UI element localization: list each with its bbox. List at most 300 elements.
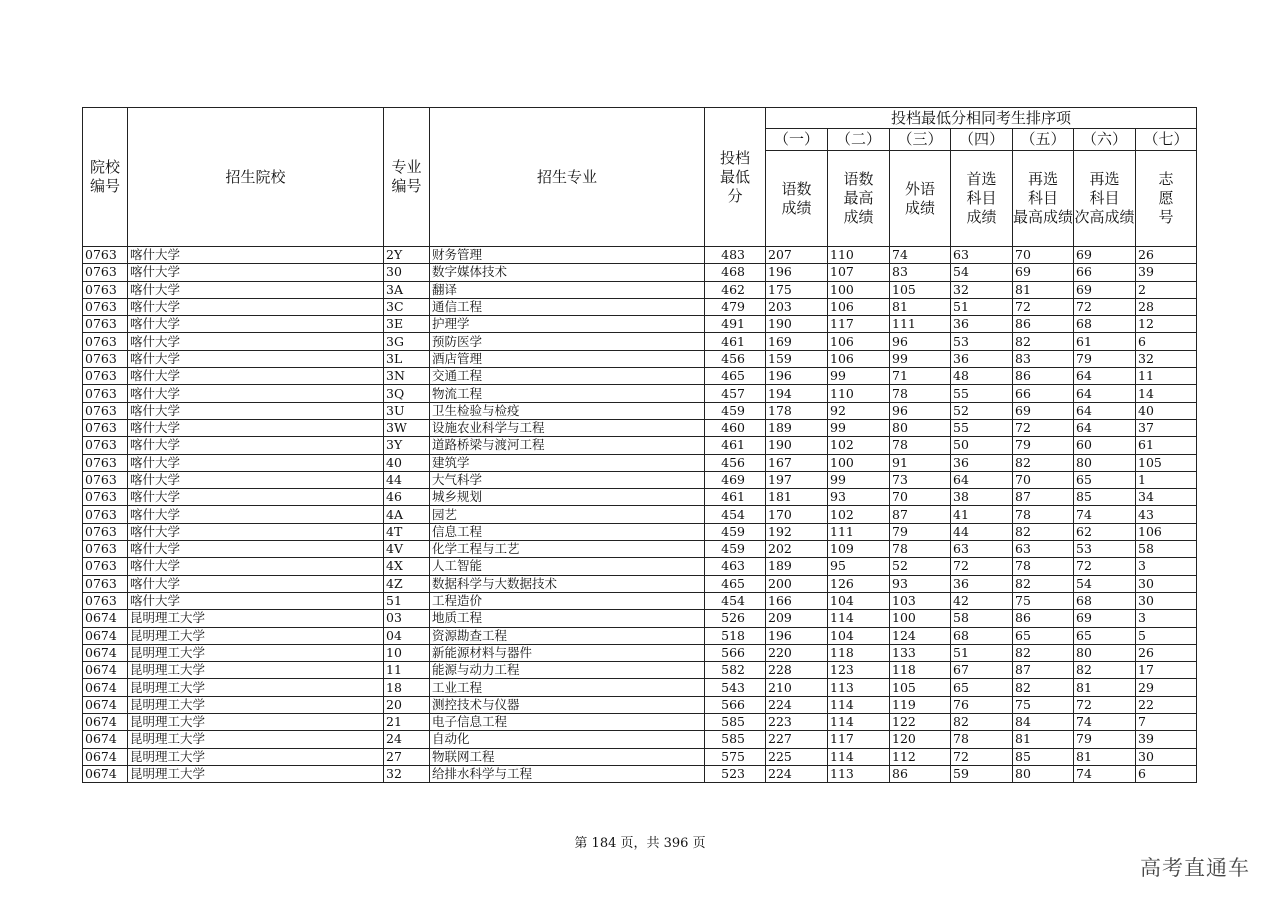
cell-major-name: 建筑学 [430, 454, 705, 471]
cell-school-name: 喀什大学 [128, 298, 384, 315]
cell-major-code: 3N [384, 368, 430, 385]
cell-major-name: 人工智能 [430, 558, 705, 575]
cell-preference-no: 26 [1136, 644, 1197, 661]
cell-min-score: 461 [705, 333, 766, 350]
cell-major-name: 资源勘查工程 [430, 627, 705, 644]
cell-elective-max: 69 [1013, 264, 1074, 281]
cell-chinese-math-max: 109 [828, 541, 890, 558]
cell-foreign-lang: 124 [890, 627, 951, 644]
table-row [83, 731, 1197, 748]
cell-major-name: 电子信息工程 [430, 714, 705, 731]
cell-min-score: 566 [705, 644, 766, 661]
header-order-number: （七） [1136, 129, 1197, 151]
cell-preference-no: 105 [1136, 454, 1197, 471]
cell-preference-no: 12 [1136, 316, 1197, 333]
cell-major-name: 酒店管理 [430, 350, 705, 367]
cell-major-code: 44 [384, 471, 430, 488]
cell-elective-max: 69 [1013, 402, 1074, 419]
cell-chinese-math: 169 [766, 333, 828, 350]
cell-preference-no: 32 [1136, 350, 1197, 367]
cell-chinese-math-max: 117 [828, 316, 890, 333]
cell-school-name: 昆明理工大学 [128, 679, 384, 696]
header-tiebreak-group: 投档最低分相同考生排序项 [766, 108, 1197, 129]
cell-first-subject: 50 [951, 437, 1013, 454]
cell-first-subject: 58 [951, 610, 1013, 627]
cell-preference-no: 106 [1136, 523, 1197, 540]
table-row [83, 765, 1197, 782]
cell-foreign-lang: 79 [890, 523, 951, 540]
cell-major-code: 03 [384, 610, 430, 627]
cell-chinese-math-max: 106 [828, 298, 890, 315]
cell-major-name: 自动化 [430, 731, 705, 748]
table-row [83, 541, 1197, 558]
cell-chinese-math: 220 [766, 644, 828, 661]
cell-elective-max: 82 [1013, 575, 1074, 592]
cell-min-score: 518 [705, 627, 766, 644]
cell-foreign-lang: 96 [890, 402, 951, 419]
cell-elective-second: 72 [1074, 298, 1136, 315]
cell-school-name: 喀什大学 [128, 506, 384, 523]
cell-chinese-math-max: 106 [828, 333, 890, 350]
cell-major-name: 城乡规划 [430, 489, 705, 506]
cell-chinese-math-max: 93 [828, 489, 890, 506]
header-order-item: 再选 科目 次高成绩 [1074, 151, 1136, 247]
cell-major-name: 通信工程 [430, 298, 705, 315]
cell-chinese-math-max: 113 [828, 765, 890, 782]
cell-elective-max: 82 [1013, 679, 1074, 696]
header-order-item: 首选 科目 成绩 [951, 151, 1013, 247]
cell-school-name: 喀什大学 [128, 454, 384, 471]
header-order-number: （六） [1074, 129, 1136, 151]
cell-chinese-math-max: 106 [828, 350, 890, 367]
cell-school-code: 0763 [83, 489, 128, 506]
cell-min-score: 582 [705, 662, 766, 679]
cell-chinese-math-max: 107 [828, 264, 890, 281]
cell-first-subject: 51 [951, 298, 1013, 315]
cell-chinese-math-max: 118 [828, 644, 890, 661]
cell-school-name: 喀什大学 [128, 264, 384, 281]
table-row [83, 368, 1197, 385]
cell-major-name: 测控技术与仪器 [430, 696, 705, 713]
cell-chinese-math: 190 [766, 437, 828, 454]
cell-school-code: 0674 [83, 644, 128, 661]
table-row [83, 523, 1197, 540]
cell-school-name: 昆明理工大学 [128, 696, 384, 713]
cell-chinese-math: 228 [766, 662, 828, 679]
cell-major-name: 数字媒体技术 [430, 264, 705, 281]
cell-elective-max: 65 [1013, 627, 1074, 644]
cell-school-name: 喀什大学 [128, 523, 384, 540]
cell-school-name: 昆明理工大学 [128, 765, 384, 782]
cell-major-name: 道路桥梁与渡河工程 [430, 437, 705, 454]
cell-min-score: 479 [705, 298, 766, 315]
cell-first-subject: 38 [951, 489, 1013, 506]
cell-first-subject: 36 [951, 454, 1013, 471]
cell-preference-no: 30 [1136, 592, 1197, 609]
cell-school-code: 0763 [83, 558, 128, 575]
cell-chinese-math: 196 [766, 264, 828, 281]
table-row [83, 627, 1197, 644]
cell-school-name: 喀什大学 [128, 316, 384, 333]
cell-foreign-lang: 105 [890, 679, 951, 696]
cell-preference-no: 1 [1136, 471, 1197, 488]
cell-first-subject: 63 [951, 247, 1013, 264]
cell-school-code: 0763 [83, 298, 128, 315]
cell-min-score: 454 [705, 592, 766, 609]
cell-school-code: 0674 [83, 748, 128, 765]
cell-preference-no: 7 [1136, 714, 1197, 731]
cell-preference-no: 39 [1136, 264, 1197, 281]
cell-first-subject: 64 [951, 471, 1013, 488]
header-order-number: （一） [766, 129, 828, 151]
cell-chinese-math-max: 99 [828, 368, 890, 385]
cell-elective-second: 81 [1074, 679, 1136, 696]
cell-major-code: 27 [384, 748, 430, 765]
cell-elective-second: 54 [1074, 575, 1136, 592]
cell-chinese-math-max: 117 [828, 731, 890, 748]
cell-min-score: 454 [705, 506, 766, 523]
cell-major-name: 地质工程 [430, 610, 705, 627]
cell-preference-no: 58 [1136, 541, 1197, 558]
cell-major-name: 化学工程与工艺 [430, 541, 705, 558]
table-row [83, 454, 1197, 471]
cell-min-score: 462 [705, 281, 766, 298]
cell-elective-second: 69 [1074, 281, 1136, 298]
header-school-name: 招生院校 [128, 108, 384, 247]
cell-major-code: 32 [384, 765, 430, 782]
cell-major-code: 40 [384, 454, 430, 471]
table-row [83, 402, 1197, 419]
cell-major-code: 20 [384, 696, 430, 713]
cell-min-score: 465 [705, 575, 766, 592]
cell-elective-max: 75 [1013, 592, 1074, 609]
cell-min-score: 585 [705, 731, 766, 748]
cell-first-subject: 68 [951, 627, 1013, 644]
cell-chinese-math: 196 [766, 627, 828, 644]
cell-foreign-lang: 91 [890, 454, 951, 471]
cell-foreign-lang: 96 [890, 333, 951, 350]
cell-first-subject: 41 [951, 506, 1013, 523]
table-header [83, 108, 1197, 247]
cell-school-code: 0763 [83, 350, 128, 367]
cell-first-subject: 44 [951, 523, 1013, 540]
table-row [83, 333, 1197, 350]
cell-preference-no: 6 [1136, 765, 1197, 782]
cell-elective-second: 62 [1074, 523, 1136, 540]
cell-chinese-math-max: 113 [828, 679, 890, 696]
cell-chinese-math: 209 [766, 610, 828, 627]
cell-school-code: 0674 [83, 662, 128, 679]
cell-major-name: 工业工程 [430, 679, 705, 696]
cell-school-name: 喀什大学 [128, 402, 384, 419]
cell-elective-second: 74 [1074, 714, 1136, 731]
cell-chinese-math-max: 114 [828, 748, 890, 765]
cell-school-name: 喀什大学 [128, 541, 384, 558]
cell-major-code: 3C [384, 298, 430, 315]
cell-elective-max: 78 [1013, 558, 1074, 575]
table-row [83, 298, 1197, 315]
cell-major-name: 设施农业科学与工程 [430, 419, 705, 436]
cell-major-name: 大气科学 [430, 471, 705, 488]
cell-elective-max: 82 [1013, 454, 1074, 471]
cell-elective-second: 82 [1074, 662, 1136, 679]
cell-preference-no: 5 [1136, 627, 1197, 644]
cell-school-name: 昆明理工大学 [128, 748, 384, 765]
cell-min-score: 468 [705, 264, 766, 281]
cell-major-name: 物流工程 [430, 385, 705, 402]
cell-preference-no: 22 [1136, 696, 1197, 713]
header-order-number: （二） [828, 129, 890, 151]
header-major-name: 招生专业 [430, 108, 705, 247]
cell-chinese-math-max: 110 [828, 385, 890, 402]
cell-elective-second: 81 [1074, 748, 1136, 765]
cell-major-code: 4V [384, 541, 430, 558]
cell-chinese-math: 227 [766, 731, 828, 748]
cell-foreign-lang: 80 [890, 419, 951, 436]
cell-foreign-lang: 93 [890, 575, 951, 592]
cell-school-code: 0763 [83, 454, 128, 471]
cell-foreign-lang: 99 [890, 350, 951, 367]
cell-elective-second: 61 [1074, 333, 1136, 350]
table-row [83, 350, 1197, 367]
cell-chinese-math: 178 [766, 402, 828, 419]
table-row [83, 316, 1197, 333]
cell-elective-max: 70 [1013, 247, 1074, 264]
cell-first-subject: 65 [951, 679, 1013, 696]
cell-school-name: 喀什大学 [128, 489, 384, 506]
cell-chinese-math: 175 [766, 281, 828, 298]
cell-first-subject: 72 [951, 558, 1013, 575]
cell-school-name: 昆明理工大学 [128, 644, 384, 661]
cell-first-subject: 78 [951, 731, 1013, 748]
cell-school-code: 0674 [83, 731, 128, 748]
cell-elective-second: 68 [1074, 592, 1136, 609]
cell-min-score: 461 [705, 437, 766, 454]
cell-preference-no: 43 [1136, 506, 1197, 523]
cell-school-code: 0674 [83, 679, 128, 696]
table-row [83, 610, 1197, 627]
cell-elective-max: 70 [1013, 471, 1074, 488]
cell-chinese-math: 170 [766, 506, 828, 523]
cell-min-score: 585 [705, 714, 766, 731]
cell-min-score: 461 [705, 489, 766, 506]
cell-preference-no: 40 [1136, 402, 1197, 419]
cell-elective-second: 65 [1074, 471, 1136, 488]
cell-major-code: 3Y [384, 437, 430, 454]
cell-preference-no: 6 [1136, 333, 1197, 350]
cell-foreign-lang: 78 [890, 437, 951, 454]
cell-chinese-math: 189 [766, 558, 828, 575]
cell-school-name: 喀什大学 [128, 471, 384, 488]
cell-elective-second: 79 [1074, 731, 1136, 748]
cell-elective-max: 72 [1013, 298, 1074, 315]
cell-school-code: 0763 [83, 402, 128, 419]
cell-school-code: 0763 [83, 247, 128, 264]
cell-first-subject: 55 [951, 419, 1013, 436]
cell-min-score: 491 [705, 316, 766, 333]
cell-elective-max: 86 [1013, 368, 1074, 385]
cell-school-code: 0763 [83, 437, 128, 454]
cell-elective-max: 75 [1013, 696, 1074, 713]
cell-preference-no: 11 [1136, 368, 1197, 385]
cell-min-score: 463 [705, 558, 766, 575]
cell-chinese-math-max: 111 [828, 523, 890, 540]
cell-elective-max: 63 [1013, 541, 1074, 558]
cell-major-code: 30 [384, 264, 430, 281]
header-order-item: 再选 科目 最高成绩 [1013, 151, 1074, 247]
cell-elective-second: 65 [1074, 627, 1136, 644]
cell-chinese-math: 202 [766, 541, 828, 558]
cell-major-name: 新能源材料与器件 [430, 644, 705, 661]
cell-elective-max: 81 [1013, 731, 1074, 748]
cell-major-name: 预防医学 [430, 333, 705, 350]
cell-chinese-math-max: 114 [828, 610, 890, 627]
cell-elective-second: 74 [1074, 765, 1136, 782]
cell-elective-second: 69 [1074, 610, 1136, 627]
cell-preference-no: 37 [1136, 419, 1197, 436]
table-row [83, 696, 1197, 713]
cell-school-code: 0763 [83, 333, 128, 350]
cell-major-code: 3W [384, 419, 430, 436]
header-order-number: （三） [890, 129, 951, 151]
cell-foreign-lang: 71 [890, 368, 951, 385]
cell-major-code: 3Q [384, 385, 430, 402]
cell-elective-max: 79 [1013, 437, 1074, 454]
cell-major-code: 4T [384, 523, 430, 540]
cell-first-subject: 55 [951, 385, 1013, 402]
cell-chinese-math: 194 [766, 385, 828, 402]
cell-foreign-lang: 70 [890, 489, 951, 506]
cell-major-code: 51 [384, 592, 430, 609]
cell-elective-max: 87 [1013, 662, 1074, 679]
cell-preference-no: 17 [1136, 662, 1197, 679]
cell-chinese-math: 159 [766, 350, 828, 367]
cell-major-code: 4X [384, 558, 430, 575]
cell-chinese-math: 181 [766, 489, 828, 506]
cell-chinese-math-max: 99 [828, 419, 890, 436]
cell-min-score: 566 [705, 696, 766, 713]
cell-preference-no: 30 [1136, 748, 1197, 765]
cell-major-name: 交通工程 [430, 368, 705, 385]
table-row [83, 506, 1197, 523]
cell-elective-second: 68 [1074, 316, 1136, 333]
cell-elective-second: 53 [1074, 541, 1136, 558]
cell-major-name: 护理学 [430, 316, 705, 333]
cell-school-code: 0763 [83, 316, 128, 333]
cell-min-score: 483 [705, 247, 766, 264]
cell-major-code: 3G [384, 333, 430, 350]
header-order-item: 语数 成绩 [766, 151, 828, 247]
cell-first-subject: 51 [951, 644, 1013, 661]
cell-elective-second: 74 [1074, 506, 1136, 523]
cell-chinese-math: 203 [766, 298, 828, 315]
cell-chinese-math: 166 [766, 592, 828, 609]
cell-elective-second: 79 [1074, 350, 1136, 367]
cell-school-code: 0763 [83, 471, 128, 488]
cell-chinese-math: 192 [766, 523, 828, 540]
cell-school-code: 0763 [83, 575, 128, 592]
cell-chinese-math: 207 [766, 247, 828, 264]
cell-school-name: 昆明理工大学 [128, 714, 384, 731]
cell-chinese-math-max: 104 [828, 627, 890, 644]
cell-school-code: 0763 [83, 541, 128, 558]
cell-major-name: 物联网工程 [430, 748, 705, 765]
table-row [83, 679, 1197, 696]
cell-school-name: 喀什大学 [128, 592, 384, 609]
cell-foreign-lang: 74 [890, 247, 951, 264]
cell-major-name: 财务管理 [430, 247, 705, 264]
table-body [83, 247, 1197, 783]
cell-chinese-math-max: 114 [828, 714, 890, 731]
cell-elective-second: 80 [1074, 454, 1136, 471]
cell-first-subject: 36 [951, 575, 1013, 592]
cell-min-score: 459 [705, 523, 766, 540]
cell-chinese-math-max: 102 [828, 437, 890, 454]
cell-chinese-math: 197 [766, 471, 828, 488]
cell-elective-second: 72 [1074, 696, 1136, 713]
cell-school-name: 喀什大学 [128, 281, 384, 298]
cell-major-code: 4Z [384, 575, 430, 592]
cell-elective-max: 78 [1013, 506, 1074, 523]
cell-major-name: 能源与动力工程 [430, 662, 705, 679]
cell-preference-no: 39 [1136, 731, 1197, 748]
cell-chinese-math-max: 102 [828, 506, 890, 523]
cell-preference-no: 34 [1136, 489, 1197, 506]
table-row [83, 437, 1197, 454]
cell-elective-second: 80 [1074, 644, 1136, 661]
cell-major-name: 卫生检验与检疫 [430, 402, 705, 419]
table-row [83, 662, 1197, 679]
cell-chinese-math-max: 100 [828, 281, 890, 298]
header-order-number: （四） [951, 129, 1013, 151]
cell-chinese-math-max: 126 [828, 575, 890, 592]
cell-first-subject: 72 [951, 748, 1013, 765]
cell-elective-second: 72 [1074, 558, 1136, 575]
cell-school-name: 喀什大学 [128, 575, 384, 592]
cell-major-name: 给排水科学与工程 [430, 765, 705, 782]
cell-elective-second: 64 [1074, 385, 1136, 402]
cell-chinese-math: 223 [766, 714, 828, 731]
cell-school-name: 昆明理工大学 [128, 610, 384, 627]
cell-foreign-lang: 83 [890, 264, 951, 281]
cell-chinese-math: 224 [766, 696, 828, 713]
cell-school-name: 喀什大学 [128, 437, 384, 454]
cell-first-subject: 76 [951, 696, 1013, 713]
cell-major-code: 2Y [384, 247, 430, 264]
cell-elective-second: 64 [1074, 419, 1136, 436]
cell-school-name: 喀什大学 [128, 385, 384, 402]
cell-major-code: 04 [384, 627, 430, 644]
admission-score-table [82, 107, 1197, 783]
cell-min-score: 459 [705, 402, 766, 419]
cell-chinese-math: 225 [766, 748, 828, 765]
cell-min-score: 465 [705, 368, 766, 385]
cell-major-name: 园艺 [430, 506, 705, 523]
cell-preference-no: 61 [1136, 437, 1197, 454]
cell-elective-max: 82 [1013, 644, 1074, 661]
table-row [83, 281, 1197, 298]
table-row [83, 592, 1197, 609]
cell-elective-max: 87 [1013, 489, 1074, 506]
cell-school-code: 0763 [83, 368, 128, 385]
cell-major-name: 工程造价 [430, 592, 705, 609]
cell-school-name: 喀什大学 [128, 350, 384, 367]
cell-school-code: 0674 [83, 696, 128, 713]
cell-foreign-lang: 105 [890, 281, 951, 298]
cell-major-code: 24 [384, 731, 430, 748]
cell-major-code: 11 [384, 662, 430, 679]
cell-elective-max: 81 [1013, 281, 1074, 298]
